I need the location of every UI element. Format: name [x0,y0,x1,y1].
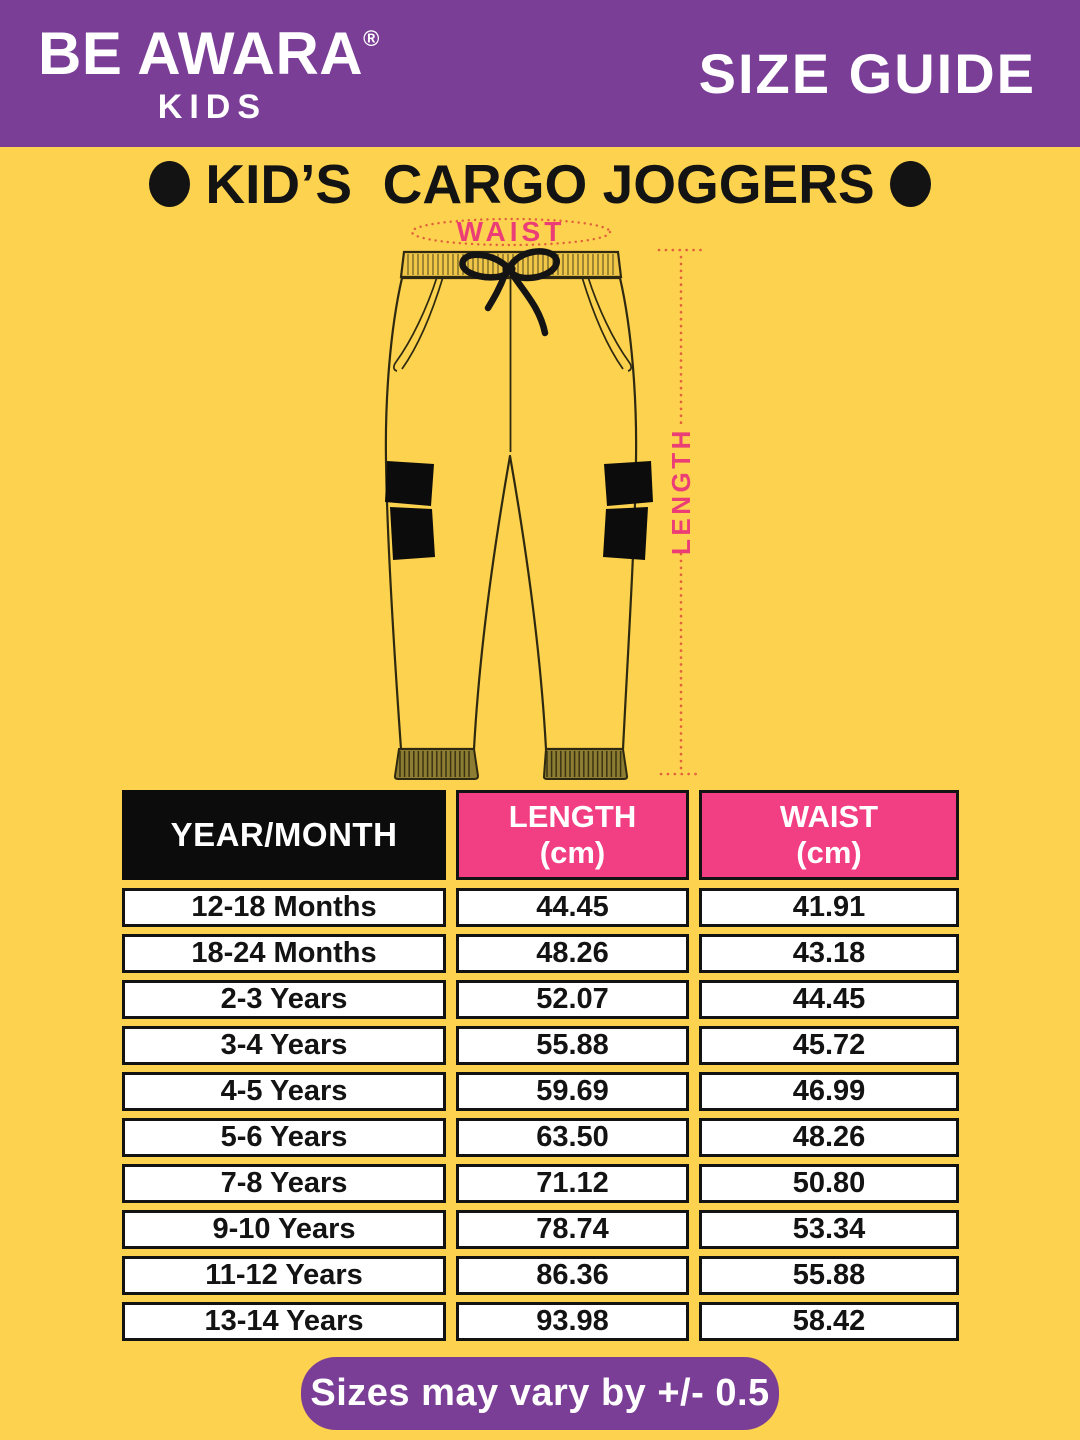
waist-cell: 41.91 [699,888,959,927]
table-row [122,888,960,927]
waist-cell: 43.18 [699,934,959,973]
bullet-dot-icon [890,161,931,207]
year-month-cell: 7-8 Years [122,1164,446,1203]
year-month-cell: 12-18 Months [122,888,446,927]
column-header-waist [699,790,959,880]
year-month-cell: 3-4 Years [122,1026,446,1065]
column-header-label: LENGTH [508,799,637,835]
waist-dimension-label: WAIST [456,216,566,247]
header-bar [0,0,1080,147]
table-row [122,934,960,973]
brand-name [38,19,380,87]
brand-name-text: BE AWARA [38,19,364,87]
length-cell: 48.26 [456,934,689,973]
size-note-text: Sizes may vary by +/- 0.5 [310,1372,770,1414]
column-header-label: WAIST [779,799,879,835]
waist-cell: 55.88 [699,1256,959,1295]
length-dimension-label: LENGTH [666,427,696,555]
length-cell: 71.12 [456,1164,689,1203]
year-month-cell: 5-6 Years [122,1118,446,1157]
brand-logo [38,19,380,126]
year-month-cell: 18-24 Months [122,934,446,973]
registered-trademark-icon: ® [363,25,380,51]
table-row [122,1118,960,1157]
table-row [122,980,960,1019]
cargo-pocket-right [603,461,653,560]
table-row [122,1210,960,1249]
size-note-pill [301,1357,779,1430]
column-header-year-month [122,790,446,880]
waist-cell: 58.42 [699,1302,959,1341]
bullet-dot-icon [149,161,190,207]
column-header-label: YEAR/MONTH [170,816,398,854]
length-cell: 52.07 [456,980,689,1019]
waist-cell: 48.26 [699,1118,959,1157]
drawstring-knot [503,264,516,275]
size-table [122,790,960,1348]
table-row [122,1164,960,1203]
column-header-length [456,790,689,880]
length-cell: 78.74 [456,1210,689,1249]
waist-cell: 44.45 [699,980,959,1019]
length-cell: 44.45 [456,888,689,927]
table-row [122,1026,960,1065]
cargo-pocket-left [385,461,435,560]
table-row [122,1072,960,1111]
year-month-cell: 2-3 Years [122,980,446,1019]
year-month-cell: 4-5 Years [122,1072,446,1111]
table-row [122,1256,960,1295]
length-cell: 86.36 [456,1256,689,1295]
length-cell: 59.69 [456,1072,689,1111]
length-cell: 93.98 [456,1302,689,1341]
page-title: SIZE GUIDE [698,42,1036,105]
table-row [122,1302,960,1341]
waist-cell: 50.80 [699,1164,959,1203]
year-month-cell: 13-14 Years [122,1302,446,1341]
waist-cell: 46.99 [699,1072,959,1111]
waist-cell: 45.72 [699,1026,959,1065]
brand-sub-label: KIDS [157,87,268,126]
year-month-cell: 11-12 Years [122,1256,446,1295]
column-header-unit: (cm) [796,835,862,870]
product-title: KID’S CARGO JOGGERS [205,152,875,215]
length-cell: 63.50 [456,1118,689,1157]
length-cell: 55.88 [456,1026,689,1065]
size-table-header-row [122,790,960,880]
waist-cell: 53.34 [699,1210,959,1249]
joggers-diagram [340,210,740,790]
year-month-cell: 9-10 Years [122,1210,446,1249]
column-header-unit: (cm) [539,835,606,870]
product-title-row [0,152,1080,216]
